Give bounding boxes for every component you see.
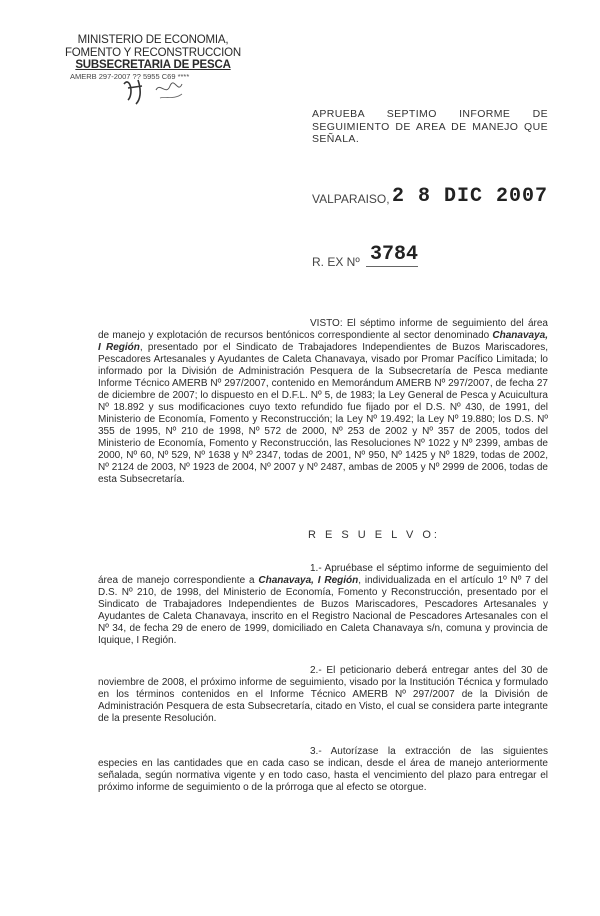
ministry-line-2: FOMENTO Y RECONSTRUCCION [64,46,242,59]
handwritten-initials-icon [120,74,200,106]
resolution-number: 3784 [370,243,419,266]
ministry-line-1: MINISTERIO DE ECONOMIA, [77,34,229,46]
visto-text-2: , presentado por el Sindicato de Trabajadores Independientes de Buzos Mariscadores, Pescadores Artesanales y Ayudantes de Caleta Chanavaya, visado por Promar Pacífico Limitada; lo informado por la División de Administración Pesquera de la Subsecretaría de Pesca mediante Informe Técnico AMERB Nº 297/2007, contenido en Memorándum AMERB Nº 297/2007, de fecha 27 de diciembre de 2007; lo dispuesto en el D.F.L. Nº 5, de 1983; la Ley General de Pesca y Acuicultura Nº 18.892 y sus modificaciones cuyo texto refundido fue fijado por el D.S. Nº 430, de 1991, del Ministerio de Economía, Fomento y Reconstrucción; la Ley Nº 19.492; la Ley Nº 19.880; los D.S. Nº 355 de 1995, Nº 210 de 1998, Nº 572 de 2000, Nº 253 de 2002 y Nº 357 de 2005, todos del Ministerio de Economía, Fomento y Reconstrucción, las Resoluciones Nº 1022 y Nº 2399, ambas de 2000, Nº 60, Nº 529, Nº 1638 y Nº 2347, todas de 2001, Nº 950, Nº 1425 y Nº 1829, todas de 2002, Nº 2124 de 2003, Nº 1923 de 2004, Nº 2007 y Nº 2487, ambas de 2005 y Nº 2999 de 2006, todas de esta Subsecretaría. [98,342,548,485]
visto-place: Chanavaya, I Región [98,330,548,353]
item-2-text: 2.- El peticionario deberá entregar antes del 30 de noviembre de 2008, el próximo informe de seguimiento, visado por la Institución Técnica y formulado en los términos contenidos en el Informe Técnico AMERB Nº 297/2007 de la División de Administración Pesquera de esta Subsecretaría, citado en Visto, el cual se considera parte integrante de la presente Resolución. [98,665,548,724]
item-2-paragraph [98,665,548,725]
item-1-paragraph [98,563,548,647]
reference-line: AMERB 297-2007 ?? 5955 C69 **** [70,71,190,81]
item-1-place: Chanavaya, I Región [258,575,359,586]
subsecretaria-line: SUBSECRETARIA DE PESCA [75,59,231,71]
resolution-label: R. EX Nº [312,255,360,269]
item-1-text-2: , individualizada en el artículo 1º Nº 7 del D.S. Nº 210, de 1998, del Ministerio de Economía, Fomento y Reconstrucción, presentado por el Sindicato de Trabajadores Independientes de Buzos Mariscadores, Pescadores Artesanales y Ayudantes de Caleta Chanavaya, inscrito en el Registro Nacional de Pescadores Artesanales con el Nº 34, de fecha 29 de enero de 1999, domiciliado en Caleta Chanavaya s/n, comuna y provincia de Iquique, I Región. [98,575,548,646]
visto-paragraph [98,318,548,486]
item-1-text-1: 1.- Apruébase el séptimo informe de seguimiento del área de manejo correspondiente a [98,563,548,586]
approval-summary: APRUEBA SEPTIMO INFORME DE SEGUIMIENTO DE AREA DE MANEJO QUE SEÑALA. [312,108,548,145]
date-stamp: 2 8 DIC 2007 [392,185,549,208]
visto-label: VISTO: [310,318,343,329]
place-label: VALPARAISO, [312,192,390,206]
resuelvo-heading: R E S U E L V O: [308,529,440,541]
visto-text-1: El séptimo informe de seguimiento del área de manejo y explotación de recursos bentónicos correspondiente al sector denominado [98,318,548,341]
resolution-underline [366,266,418,267]
item-3-paragraph [98,746,548,794]
item-3-text: 3.- Autorízase la extracción de las siguientes especies en las cantidades que en cada caso se indican, desde el área de manejo anteriormente señalada, según normativa vigente y en todo caso, hasta el vencimiento del plazo para entregar el próximo informe de seguimiento o de la prórroga que al efecto se otorgue. [98,746,548,793]
